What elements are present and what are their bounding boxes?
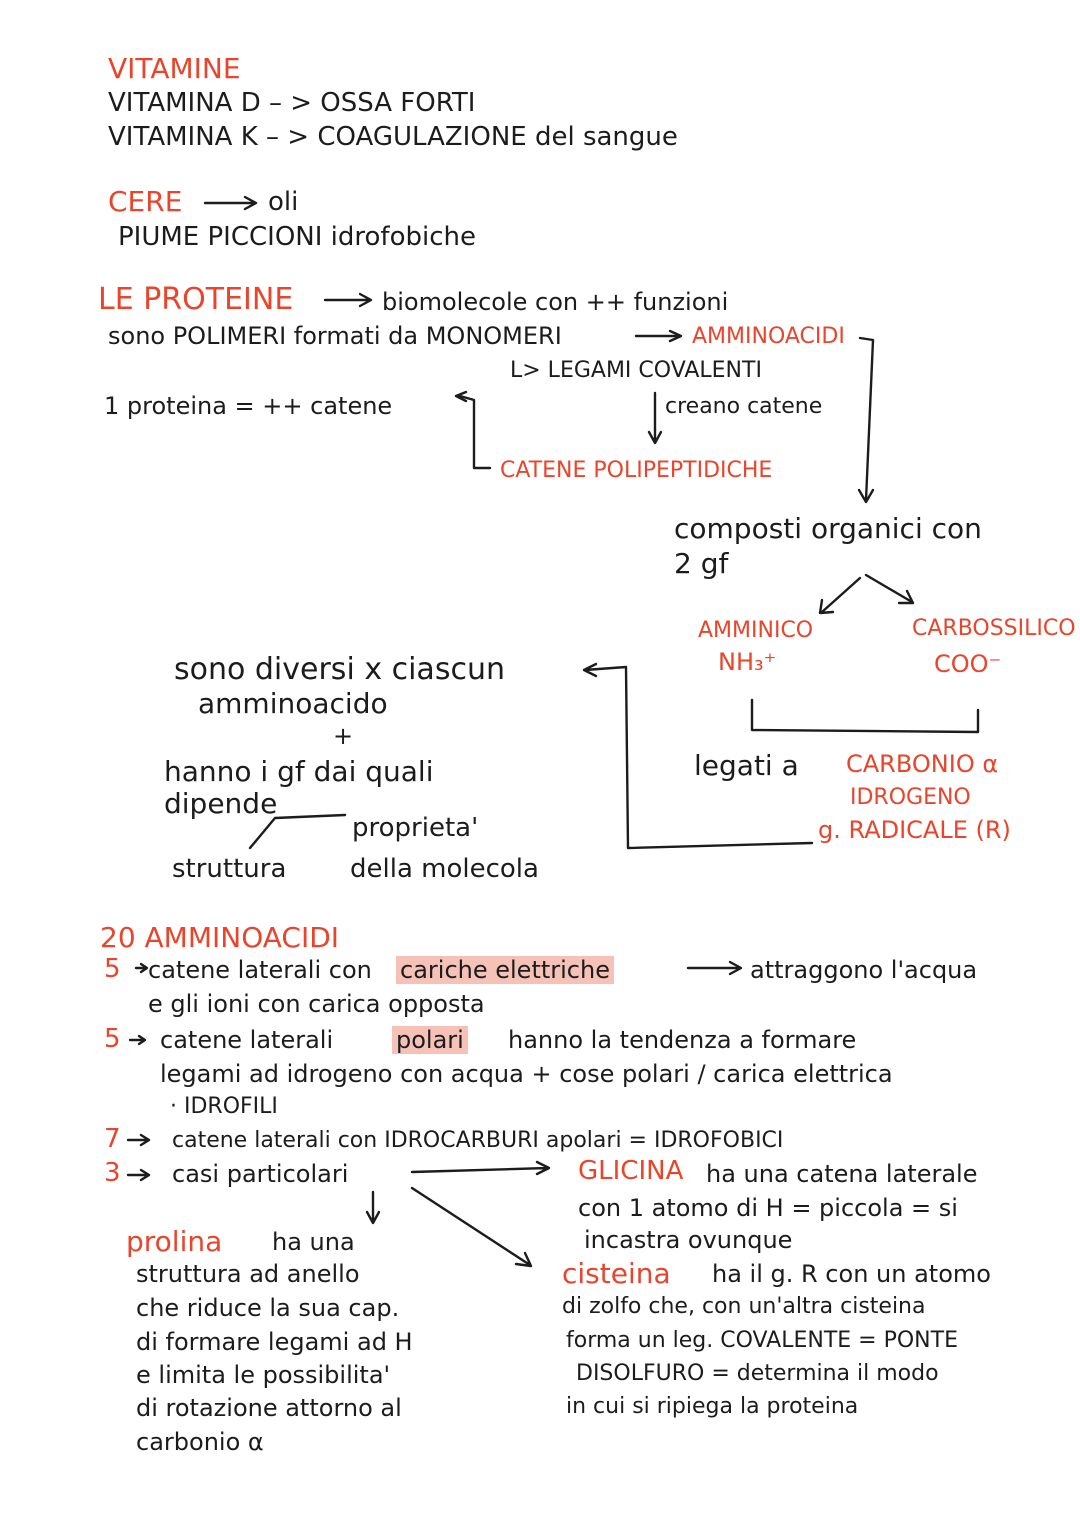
- idrogeno-label: IDROGENO: [850, 785, 971, 810]
- r4-text: casi particolari: [172, 1160, 349, 1188]
- r3-text: catene laterali con IDROCARBURI apolari = IDROFOBICI: [172, 1128, 784, 1153]
- creano-catene: creano catene: [665, 394, 823, 419]
- carbossilico-label: CARBOSSILICO: [912, 616, 1076, 641]
- glicina-line3: incastra ovunque: [584, 1226, 793, 1254]
- r4-number: 3: [104, 1158, 121, 1188]
- r2-text: catene laterali: [160, 1026, 334, 1054]
- r2-highlight-text: polari: [392, 1026, 468, 1054]
- r1-highlight: [396, 958, 614, 982]
- vitamina-k-line: VITAMINA K – > COAGULAZIONE del sangue: [108, 122, 678, 152]
- venti-heading: 20 AMMINOACIDI: [100, 921, 340, 954]
- arrow-glicina: [412, 1162, 549, 1174]
- diversi-line2: amminoacido: [198, 687, 388, 720]
- arrow-r2: [130, 1036, 145, 1044]
- r1-text: catene laterali con: [148, 956, 372, 984]
- arrow-r3: [128, 1135, 149, 1145]
- radicale-label: g. RADICALE (R): [818, 816, 1011, 844]
- hanno-line1: hanno i gf dai quali: [164, 755, 434, 788]
- prolina-line7: carbonio α: [136, 1428, 264, 1456]
- vitamine-heading: VITAMINE: [108, 52, 241, 85]
- cisteina-line4: DISOLFURO = determina il modo: [576, 1361, 939, 1386]
- composti-organici: composti organici con: [674, 512, 982, 545]
- amminoacidi-label: AMMINOACIDI: [692, 324, 845, 349]
- glicina-line1: ha una catena laterale: [706, 1160, 978, 1188]
- diversi-line1: sono diversi x ciascun: [174, 652, 505, 687]
- coo-label: COO⁻: [934, 650, 1002, 678]
- arrow-split-left: [820, 578, 860, 613]
- hanno-line2: dipende: [164, 787, 278, 820]
- r2-highlight: [392, 1028, 468, 1052]
- glicina-line2: con 1 atomo di H = piccola = si: [578, 1194, 958, 1222]
- r2-legami: legami ad idrogeno con acqua + cose polari / carica elettrica: [160, 1060, 893, 1088]
- cisteina-line1: ha il g. R con un atomo: [712, 1260, 991, 1288]
- vitamina-d-line: VITAMINA D – > OSSA FORTI: [108, 88, 476, 118]
- nh3-label: NH₃⁺: [718, 648, 777, 676]
- r2-idrofili: · IDROFILI: [170, 1094, 278, 1119]
- due-gf: 2 gf: [674, 547, 729, 580]
- prolina-line2: struttura ad anello: [136, 1260, 360, 1288]
- prolina-line6: di rotazione attorno al: [136, 1394, 402, 1422]
- cere-line: PIUME PICCIONI idrofobiche: [118, 222, 476, 252]
- cere-oli: oli: [268, 187, 299, 217]
- arrow-creano: [649, 393, 661, 443]
- proteine-polimeri: sono POLIMERI formati da MONOMERI: [108, 322, 562, 350]
- prolina-line5: e limita le possibilita': [136, 1361, 391, 1389]
- arrow-cere: [205, 197, 256, 209]
- arrow-amminoacidi: [859, 338, 873, 502]
- r1-ioni: e gli ioni con carica opposta: [148, 990, 485, 1018]
- r1-number: 5: [104, 954, 121, 984]
- catene-polipeptidiche: CATENE POLIPEPTIDICHE: [500, 458, 773, 483]
- legati-a: legati a: [694, 749, 799, 782]
- cisteina-line5: in cui si ripiega la proteina: [566, 1394, 859, 1419]
- proteina-equation: 1 proteina = ++ catene: [104, 392, 393, 420]
- arrow-monomeri: [636, 331, 681, 341]
- proteine-def: biomolecole con ++ funzioni: [382, 288, 729, 316]
- r1-attraggono: attraggono l'acqua: [750, 956, 978, 984]
- r2-tendenza: hanno la tendenza a formare: [508, 1026, 857, 1054]
- arrow-cisteina: [412, 1188, 531, 1266]
- molecola-label: della molecola: [350, 854, 539, 884]
- amminico-label: AMMINICO: [698, 618, 814, 643]
- arrow-r1-right: [688, 962, 741, 974]
- bracket-catene: [456, 392, 490, 468]
- cere-heading: CERE: [108, 185, 183, 218]
- cisteina-label: cisteina: [562, 1257, 671, 1290]
- arrow-split-right: [866, 575, 913, 603]
- r1-highlight-text: cariche elettriche: [396, 956, 614, 984]
- prolina-line3: che riduce la sua cap.: [136, 1294, 400, 1322]
- r3-number: 7: [104, 1124, 121, 1154]
- plus-sign: +: [333, 722, 354, 750]
- arrow-r1: [136, 964, 147, 972]
- glicina-label: GLICINA: [578, 1156, 684, 1186]
- carbonio-alfa: CARBONIO α: [846, 750, 999, 778]
- cisteina-line3: forma un leg. COVALENTE = PONTE: [566, 1328, 958, 1353]
- prolina-line4: di formare legami ad H: [136, 1328, 413, 1356]
- struttura-label: struttura: [172, 854, 287, 884]
- cisteina-line2: di zolfo che, con un'altra cisteina: [562, 1294, 926, 1319]
- prolina-line1: ha una: [272, 1228, 355, 1256]
- bracket-groups: [752, 700, 978, 732]
- arrow-prolina: [367, 1192, 379, 1223]
- proteine-heading: LE PROTEINE: [98, 282, 294, 317]
- prolina-label: prolina: [126, 1225, 223, 1258]
- legami-covalenti: L> LEGAMI COVALENTI: [510, 358, 762, 383]
- arrow-r4: [128, 1170, 149, 1180]
- arrow-proteine: [325, 294, 371, 306]
- r2-number: 5: [104, 1024, 121, 1054]
- proprieta-label: proprieta': [352, 813, 479, 843]
